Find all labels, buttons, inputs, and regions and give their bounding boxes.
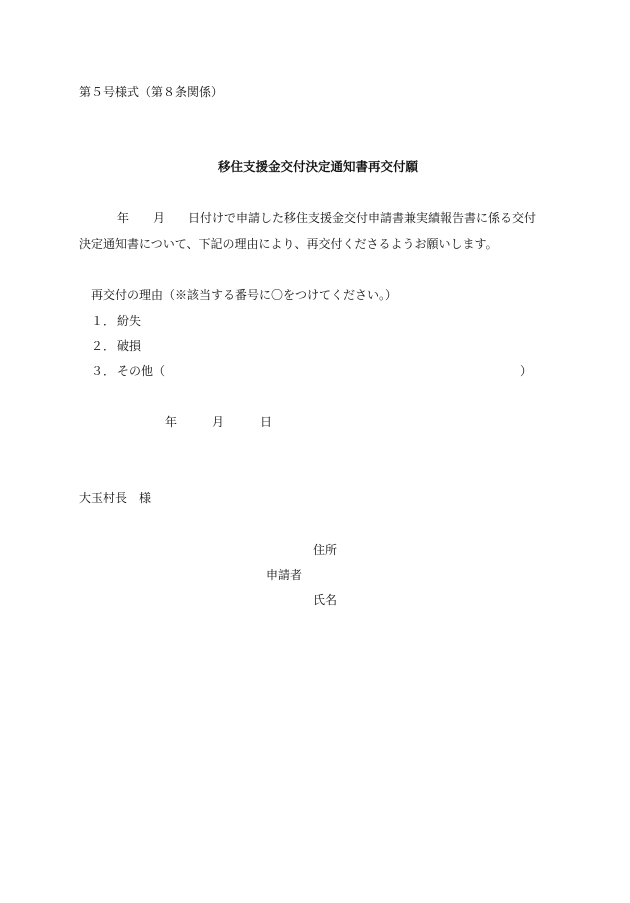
body-month-label: 月 (153, 211, 166, 225)
date-day-label: 日 (260, 415, 273, 429)
applicant-label: 申請者 (266, 568, 303, 582)
date-month-label: 月 (212, 415, 225, 429)
date-year-label: 年 (165, 415, 178, 429)
address-label: 住所 (313, 543, 338, 557)
reason-other-close-paren: ） (520, 364, 533, 378)
reason-heading: 再交付の理由（※該当する番号に〇をつけてください。） (91, 288, 398, 302)
addressee: 大玉村長 様 (79, 491, 152, 505)
body-line-2: 決定通知書について、下記の理由により、再交付くださるようお願いします。 (79, 237, 498, 251)
document-title: 移住支援金交付決定通知書再交付願 (218, 159, 419, 174)
reason-item-3-text: その他（ (117, 364, 166, 378)
body-year-label: 年 (117, 211, 130, 225)
reason-item-2-text: 破損 (117, 339, 142, 353)
reason-item-1-number: １． (91, 314, 116, 328)
name-label: 氏名 (313, 593, 338, 607)
reason-item-2-number: ２． (91, 339, 116, 353)
form-number-label: 第５号様式（第８条関係） (79, 85, 224, 99)
body-line-1: 日付けで申請した移住支援金交付申請書兼実績報告書に係る交付 (188, 211, 537, 225)
reason-item-3-number: ３． (91, 364, 116, 378)
reason-item-1-text: 紛失 (117, 314, 142, 328)
